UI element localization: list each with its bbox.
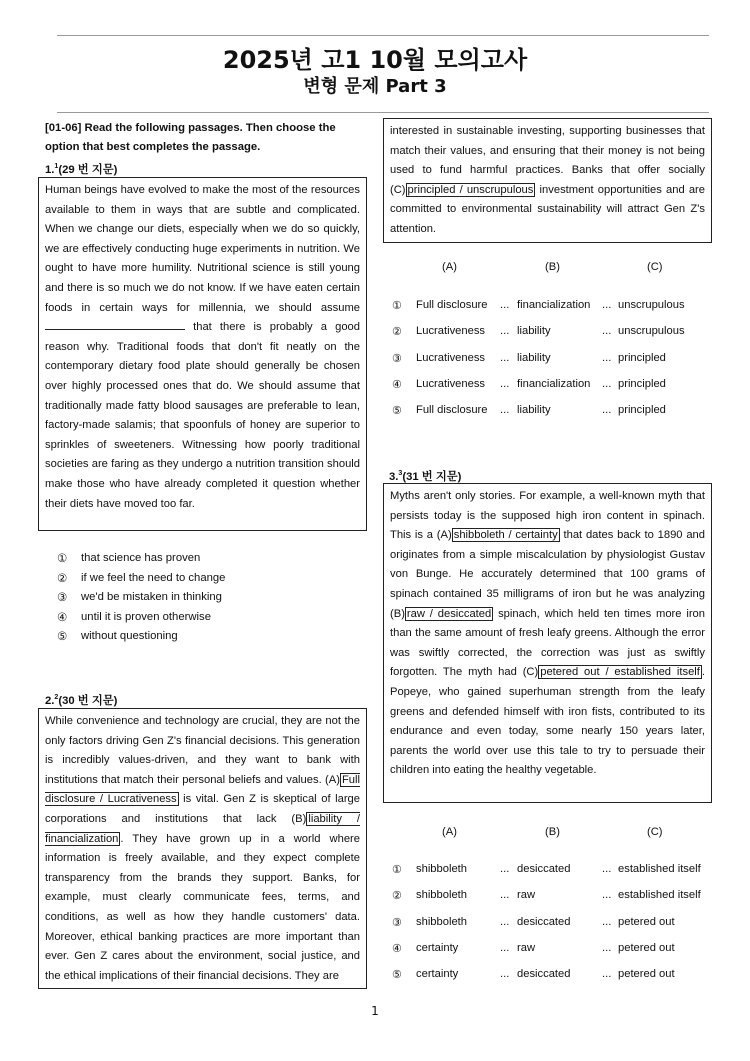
column-header: (B) [545, 261, 560, 273]
separator: ... [500, 351, 510, 364]
column-header: (C) [647, 826, 663, 838]
option-a: shibboleth [416, 863, 468, 875]
separator: ... [602, 863, 612, 875]
q2-number: 2. [45, 694, 55, 707]
column-header: (A) [442, 826, 457, 838]
q1-blank [45, 320, 185, 330]
option-text: if we feel the need to change [81, 571, 226, 584]
separator: ... [602, 377, 612, 390]
q3-passage-text: spinach, which held ten times more iron than the same amount of fresh leafy greens. Although the error was swiftly corrected, the correction was just as swiftly forgotten. The myth had (C) [390, 607, 705, 679]
separator: ... [500, 968, 510, 981]
separator: ... [500, 377, 510, 390]
option-text: without questioning [81, 630, 178, 642]
top-rule [57, 35, 709, 36]
q1-number: 1. [45, 163, 55, 176]
separator: ... [500, 941, 510, 954]
q2-choice-c: principled / unscrupulous [407, 183, 534, 196]
separator: ... [602, 889, 612, 902]
q2-choice-b: liability / financialization [45, 812, 360, 845]
option-b: desiccated [517, 968, 571, 981]
page-title: 2025년 고1 10월 모의고사 [222, 46, 528, 74]
q3-source: (31 번 지문) [402, 470, 462, 483]
separator: ... [500, 889, 510, 902]
separator: ... [602, 299, 612, 311]
option-b: liability [517, 325, 551, 338]
option-b: financialization [517, 299, 591, 311]
option-number: ⑤ [57, 631, 68, 643]
q3-passage-text: Myths aren't only stories. For example, a well-known myth that persists today is the supposed high iron content in spinach. This is a (A) [390, 490, 705, 542]
separator: ... [500, 404, 510, 417]
option-a: certainty [416, 968, 459, 981]
instructions [45, 119, 365, 157]
column-header: (A) [442, 261, 457, 273]
option-a: shibboleth [416, 915, 468, 928]
option-item [57, 572, 225, 585]
q3-choice-a: shibboleth / certainty [453, 529, 558, 542]
q3-choice-b: raw / desiccated [406, 607, 492, 620]
option-item [57, 611, 211, 624]
separator: ... [500, 863, 510, 875]
q2-passage [38, 708, 367, 989]
page-number: 1 [371, 1004, 379, 1018]
option-a: Lucrativeness [416, 377, 486, 390]
option-number: ① [392, 300, 403, 312]
option-text: until it is proven otherwise [81, 610, 211, 623]
option-b: financialization [517, 377, 591, 390]
option-a: Lucrativeness [416, 325, 486, 338]
option-item [57, 591, 222, 604]
q1-passage-text: that there is probably a good reason why. Traditional foods that don't fit neatly on the contemporary dietary food plate should generally be chosen over highly processed ones that do. We should assume that traditionally made fatty blood sausages are preferable to lean, factory-made salamis; that spoonfuls of honey are superior to sprinkles of sweeteners. Witnessing how poorly traditional societies are faring as they undergo a nutrition transition should make those who have already completed it question whether their diets have moved too far. [45, 321, 360, 510]
option-c: petered out [618, 915, 675, 928]
option-item [57, 552, 200, 565]
option-c: petered out [618, 968, 675, 981]
option-c: unscrupulous [618, 325, 685, 338]
q3-passage [383, 483, 712, 803]
separator: ... [602, 351, 612, 364]
q2-passage-continued [383, 118, 712, 243]
q2-passage-text: interested in sustainable investing, supporting businesses that match their values, and ensuring that their money is not being used to fund harmful practices. Banks that offer socially (C) [390, 125, 705, 196]
q2-passage-text: . They have grown up in a world where information is freely available, and they expect complete transparency from the brands they support. Banks, for example, must clearly communicate fees, terms, and conditions, as well as how they handle customers' data. Moreover, ethical banking practices are more important than ever. Gen Z cares about the environment, social justice, and the ethical implications of their financial decisions. They are [45, 832, 360, 982]
option-number: ② [57, 572, 68, 585]
separator: ... [602, 941, 612, 954]
separator: ... [500, 299, 510, 311]
q3-passage-text: . Popeye, who gained superhuman strength from the leafy greens and defended himself with iron fists, contributed to its endurance and even today, some nearly 150 years later, parents the world over use this tale to try to persuade their children into eating the healthy vegetable. [390, 666, 705, 777]
q2-choice-a: Full disclosure / Lucrativeness [45, 773, 360, 806]
q3-passage-text: that dates back to 1890 and originates from a simple miscalculation by physiologist Gustav von Bunge. He accurately determined that 100 grams of spinach contained 35 milligrams of iron but he was analyzing (B) [390, 529, 705, 620]
option-c: established itself [618, 863, 701, 875]
separator: ... [500, 325, 510, 338]
option-text: that science has proven [81, 552, 201, 564]
q2-footnote: 2 [54, 694, 59, 701]
option-number: ④ [392, 942, 403, 955]
option-number: ③ [392, 916, 403, 929]
option-number: ④ [392, 378, 403, 391]
option-number: ⑤ [392, 969, 403, 982]
q3-footnote: 3 [398, 470, 403, 477]
q1-footnote: 1 [54, 163, 59, 170]
option-c: established itself [618, 889, 701, 902]
option-number: ① [57, 553, 68, 565]
separator: ... [500, 915, 510, 928]
option-text: we'd be mistaken in thinking [81, 591, 222, 603]
header-rule [57, 112, 709, 113]
option-a: certainty [416, 941, 459, 954]
column-header: (B) [545, 826, 560, 838]
option-a: Full disclosure [416, 299, 488, 311]
q1-passage-text: Human beings have evolved to make the most of the resources available to them in ways that are subtle and complicated. When we change our diets, especially when we do so quickly, we are effectively conducting huge experiments in nutrition. We ought to have more humility. Nutritional science is still young and there is so much we do not know. If we have eaten certain foods in certain ways for millennia, we should assume [45, 184, 360, 314]
option-b: desiccated [517, 863, 571, 875]
option-number: ① [392, 864, 403, 876]
option-number: ③ [57, 592, 68, 604]
q2-source: (30 번 지문) [58, 694, 118, 707]
option-a: shibboleth [416, 889, 468, 902]
option-b: desiccated [517, 915, 571, 928]
separator: ... [602, 968, 612, 981]
q2-passage-text: is vital. Gen Z is skeptical of large corporations and institutions that lack (B) [45, 793, 360, 825]
option-number: ② [392, 326, 403, 339]
option-b: raw [517, 941, 536, 954]
q1-passage [38, 177, 367, 531]
option-number: ② [392, 890, 403, 903]
page-subtitle: 변형 문제 Part 3 [303, 76, 447, 97]
option-b: liability [517, 404, 551, 417]
option-number: ⑤ [392, 405, 403, 418]
option-b: raw [517, 889, 536, 902]
option-number: ③ [392, 352, 403, 365]
option-a: Lucrativeness [416, 351, 486, 364]
option-c: principled [618, 351, 666, 364]
q2-passage-text: investment opportunities and are committed to environmental sustainability will attract Gen Z's attention. [390, 183, 705, 235]
option-c: principled [618, 404, 666, 417]
q3-choice-c: petered out / established itself [540, 666, 700, 679]
separator: ... [602, 915, 612, 928]
option-c: principled [618, 377, 666, 390]
separator: ... [602, 404, 612, 417]
column-header: (C) [647, 261, 663, 273]
option-number: ④ [57, 611, 68, 624]
instructions-text: [01-06] Read the following passages. Then choose the option that best completes the passage. [45, 122, 336, 153]
option-c: unscrupulous [618, 299, 685, 311]
option-c: petered out [618, 941, 675, 954]
q3-number: 3. [389, 470, 399, 483]
q1-source: (29 번 지문) [58, 163, 118, 176]
option-b: liability [517, 351, 551, 364]
q2-passage-text: While convenience and technology are crucial, they are not the only factors driving Gen Z's financial decisions. This generation is incredibly values-driven, and they want to bank with institutions that match their personal beliefs and values. (A) [45, 715, 360, 786]
option-item [57, 630, 178, 643]
option-a: Full disclosure [416, 404, 488, 417]
separator: ... [602, 325, 612, 338]
